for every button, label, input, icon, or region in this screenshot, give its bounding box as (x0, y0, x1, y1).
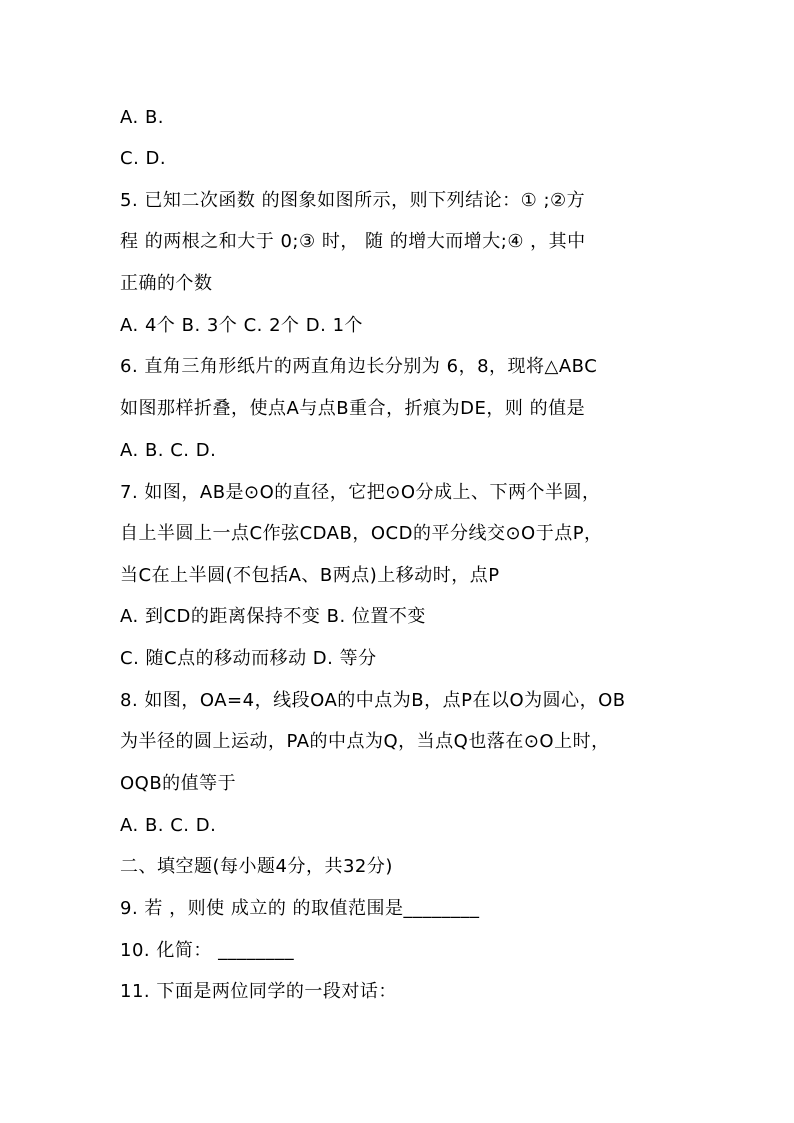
option-line-cd: C. D. (120, 148, 167, 169)
question-7-options-cd: C. 随C点的移动而移动 D. 等分 (120, 648, 377, 669)
question-8-line-1: 8. 如图，OA=4，线段OA的中点为B，点P在以O为圆心，OB (120, 690, 626, 711)
question-6-options: A. B. C. D. (120, 440, 217, 461)
question-8-options: A. B. C. D. (120, 815, 217, 836)
question-9: 9. 若 ，则使 成立的 的取值范围是________ (120, 898, 480, 919)
question-8-line-3: OQB的值等于 (120, 773, 237, 794)
option-line-ab: A. B. (120, 107, 165, 128)
question-11: 11. 下面是两位同学的一段对话： (120, 981, 397, 1002)
question-6-line-1: 6. 直角三角形纸片的两直角边长分别为 6，8，现将△ABC (120, 356, 598, 377)
question-5-line-3: 正确的个数 (120, 273, 213, 294)
question-5-line-2: 程 的两根之和大于 0;③ 时， 随 的增大而增大;④ ，其中 (120, 231, 586, 252)
question-5-options: A. 4个 B. 3个 C. 2个 D. 1个 (120, 315, 364, 336)
question-7-options-ab: A. 到CD的距离保持不变 B. 位置不变 (120, 606, 426, 627)
question-7-line-3: 当C在上半圆(不包括A、B两点)上移动时，点P (120, 565, 500, 586)
question-7-line-2: 自上半圆上一点C作弦CDAB，OCD的平分线交⊙O于点P， (120, 523, 603, 544)
section-heading-fill-in: 二、填空题(每小题4分，共32分) (120, 856, 393, 877)
question-6-line-2: 如图那样折叠，使点A与点B重合，折痕为DE，则 的值是 (120, 398, 586, 419)
question-5-line-1: 5. 已知二次函数 的图象如图所示，则下列结论：① ;②方 (120, 190, 586, 211)
question-7-line-1: 7. 如图，AB是⊙O的直径，它把⊙O分成上、下两个半圆， (120, 482, 601, 503)
question-8-line-2: 为半径的圆上运动，PA的中点为Q，当点Q也落在⊙O上时， (120, 731, 610, 752)
question-10: 10. 化简： ________ (120, 940, 295, 961)
